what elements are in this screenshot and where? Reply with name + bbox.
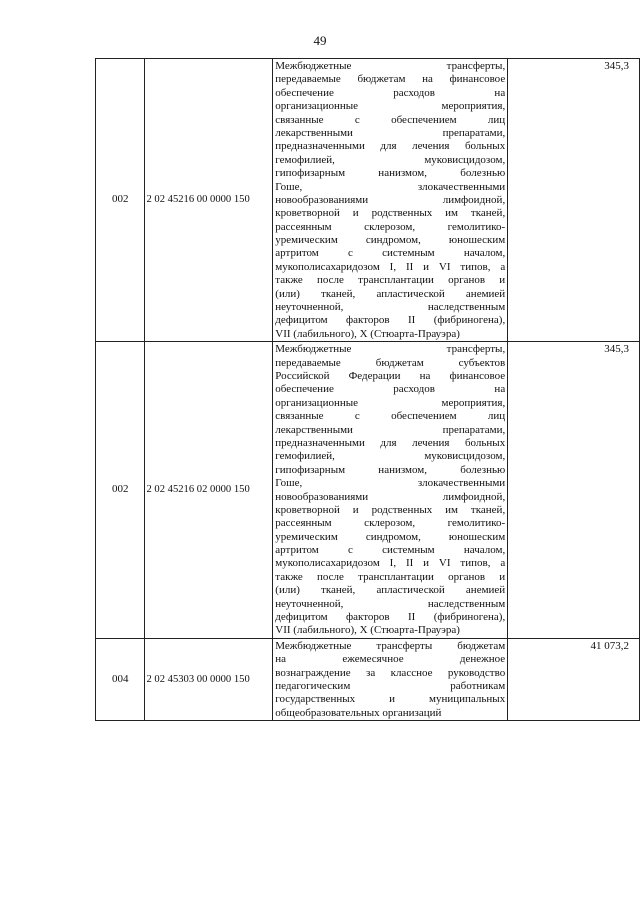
description-line: гипофизарным нанизмом, болезнью (275, 167, 506, 180)
description-line: дефицитом факторов II (фибриногена), (275, 314, 506, 327)
description-line: Гоше, злокачественными (275, 180, 506, 193)
description-line: на ежемесячное денежное (275, 653, 506, 666)
description-line: обеспечение расходов на (275, 383, 506, 396)
description-line: Российской Федерации на финансовое (275, 369, 506, 382)
amount-cell: 41 073,2 (508, 638, 640, 720)
description-line: гемофилией, муковисцидозом, (275, 450, 506, 463)
description-line: мукополисахаридозом I, II и VI типов, а (275, 557, 506, 570)
budget-code-cell: 2 02 45216 02 0000 150 (145, 342, 273, 639)
description-line: связанные с обеспечением лиц (275, 113, 506, 126)
amount-cell: 345,3 (508, 342, 640, 639)
description-line: рассеянным склерозом, гемолитико- (275, 517, 506, 530)
description-line: Межбюджетные трансферты, (275, 343, 506, 356)
description-line: педагогическим работникам (275, 679, 506, 692)
admin-code-cell: 002 (96, 342, 145, 639)
budget-code-cell: 2 02 45303 00 0000 150 (145, 638, 273, 720)
description-line: предназначенными для лечения больных (275, 436, 506, 449)
description-line: артритом с системным началом, (275, 247, 506, 260)
description-line: Межбюджетные трансферты, (275, 60, 506, 72)
budget-transfers-table (95, 58, 640, 721)
description-cell (273, 342, 508, 639)
table-row (96, 342, 640, 639)
description-line: новообразованиями лимфоидной, (275, 490, 506, 503)
description-line: передаваемые бюджетам субъектов (275, 356, 506, 369)
description-line: рассеянным склерозом, гемолитико- (275, 220, 506, 233)
page-number: 49 (313, 33, 327, 48)
description-line: лекарственными препаратами, (275, 126, 506, 139)
budget-code-cell: 2 02 45216 00 0000 150 (145, 59, 273, 342)
admin-code-cell: 004 (96, 638, 145, 720)
description-cell (273, 638, 508, 720)
description-line: артритом с системным началом, (275, 544, 506, 557)
description-line: неуточненной, наследственным (275, 597, 506, 610)
description-line: обеспечение расходов на (275, 86, 506, 99)
description-line: Межбюджетные трансферты бюджетам (275, 639, 506, 652)
description-line: кроветворной и родственных им тканей, (275, 503, 506, 516)
table-row (96, 59, 640, 342)
description-line: (или) тканей, апластической анемией (275, 584, 506, 597)
description-line: гипофизарным нанизмом, болезнью (275, 463, 506, 476)
description-line: также после трансплантации органов и (275, 570, 506, 583)
description-line: вознаграждение за классное руководство (275, 666, 506, 679)
amount-cell: 345,3 (508, 59, 640, 342)
description-line: связанные с обеспечением лиц (275, 410, 506, 423)
description-line: гемофилией, муковисцидозом, (275, 153, 506, 166)
description-line: также после трансплантации органов и (275, 274, 506, 287)
description-cell (273, 59, 508, 342)
description-line: организационные мероприятия, (275, 396, 506, 409)
description-line: кроветворной и родственных им тканей, (275, 207, 506, 220)
admin-code-cell: 002 (96, 59, 145, 342)
description-line: лекарственными препаратами, (275, 423, 506, 436)
description-line: уремическим синдромом, юношеским (275, 234, 506, 247)
table-row (96, 638, 640, 720)
description-line: неуточненной, наследственным (275, 301, 506, 314)
description-line: передаваемые бюджетам на финансовое (275, 73, 506, 86)
description-line: общеобразовательных организаций (275, 706, 442, 719)
description-line: Гоше, злокачественными (275, 477, 506, 490)
description-line: дефицитом факторов II (фибриногена), (275, 611, 506, 624)
description-line: новообразованиями лимфоидной, (275, 193, 506, 206)
description-line: государственных и муниципальных (275, 693, 506, 706)
description-line: уремическим синдромом, юношеским (275, 530, 506, 543)
description-line: организационные мероприятия, (275, 100, 506, 113)
description-line: мукополисахаридозом I, II и VI типов, а (275, 260, 506, 273)
description-line: предназначенными для лечения больных (275, 140, 506, 153)
description-line: VII (лабильного), X (Стюарта-Прауэра) (275, 327, 460, 340)
description-line: (или) тканей, апластической анемией (275, 287, 506, 300)
description-line: VII (лабильного), X (Стюарта-Прауэра) (275, 624, 460, 637)
